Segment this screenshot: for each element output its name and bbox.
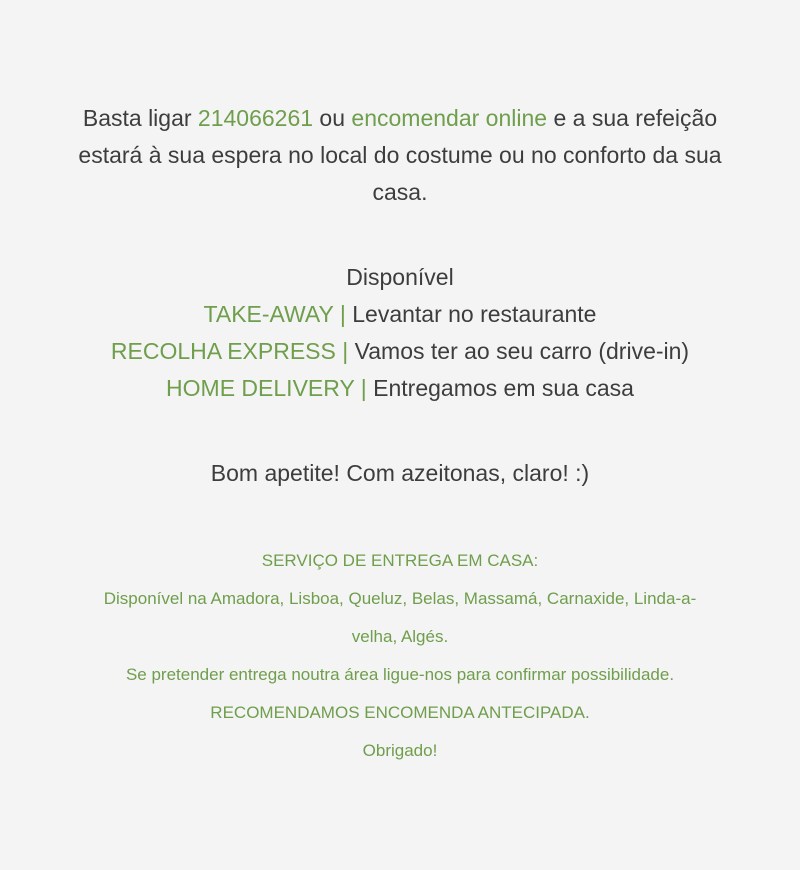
availability-block — [45, 259, 755, 407]
intro-text-before-phone: Basta ligar — [82, 105, 198, 131]
delivery-service-title: SERVIÇO DE ENTREGA EM CASA: — [261, 551, 539, 570]
availability-heading: Disponível — [346, 264, 454, 290]
availability-option-takeaway — [45, 296, 755, 333]
intro-paragraph — [45, 100, 755, 211]
option-description: Entregamos em sua casa — [373, 375, 634, 401]
delivery-recommendation: RECOMENDAMOS ENCOMENDA ANTECIPADA. — [210, 703, 590, 722]
option-separator: | — [333, 301, 353, 327]
order-online-link[interactable]: encomendar online — [351, 105, 548, 131]
delivery-note: Se pretender entrega noutra área ligue-nos para confirmar possibilidade. — [125, 665, 675, 684]
option-mode-label: HOME DELIVERY — [166, 375, 355, 401]
option-mode-label: TAKE-AWAY — [203, 301, 334, 327]
intro-text-after-link: e a sua refeição estará à sua espera no local do costume ou no conforto da sua casa. — [78, 105, 722, 205]
availability-option-home-delivery — [45, 370, 755, 407]
availability-option-recolha-express — [45, 333, 755, 370]
delivery-areas: Disponível na Amadora, Lisboa, Queluz, Belas, Massamá, Carnaxide, Linda-a-velha, Algés. — [103, 589, 697, 646]
option-separator: | — [354, 375, 374, 401]
intro-text-between: ou — [313, 105, 352, 131]
phone-number[interactable]: 214066261 — [197, 105, 314, 131]
appetite-message: Bom apetite! Com azeitonas, claro! :) — [210, 460, 590, 486]
option-description: Vamos ter ao seu carro (drive-in) — [354, 338, 690, 364]
option-mode-label: RECOLHA EXPRESS — [110, 338, 336, 364]
delivery-service-block — [45, 542, 755, 770]
option-description: Levantar no restaurante — [352, 301, 597, 327]
option-separator: | — [335, 338, 355, 364]
delivery-thanks: Obrigado! — [362, 741, 438, 760]
